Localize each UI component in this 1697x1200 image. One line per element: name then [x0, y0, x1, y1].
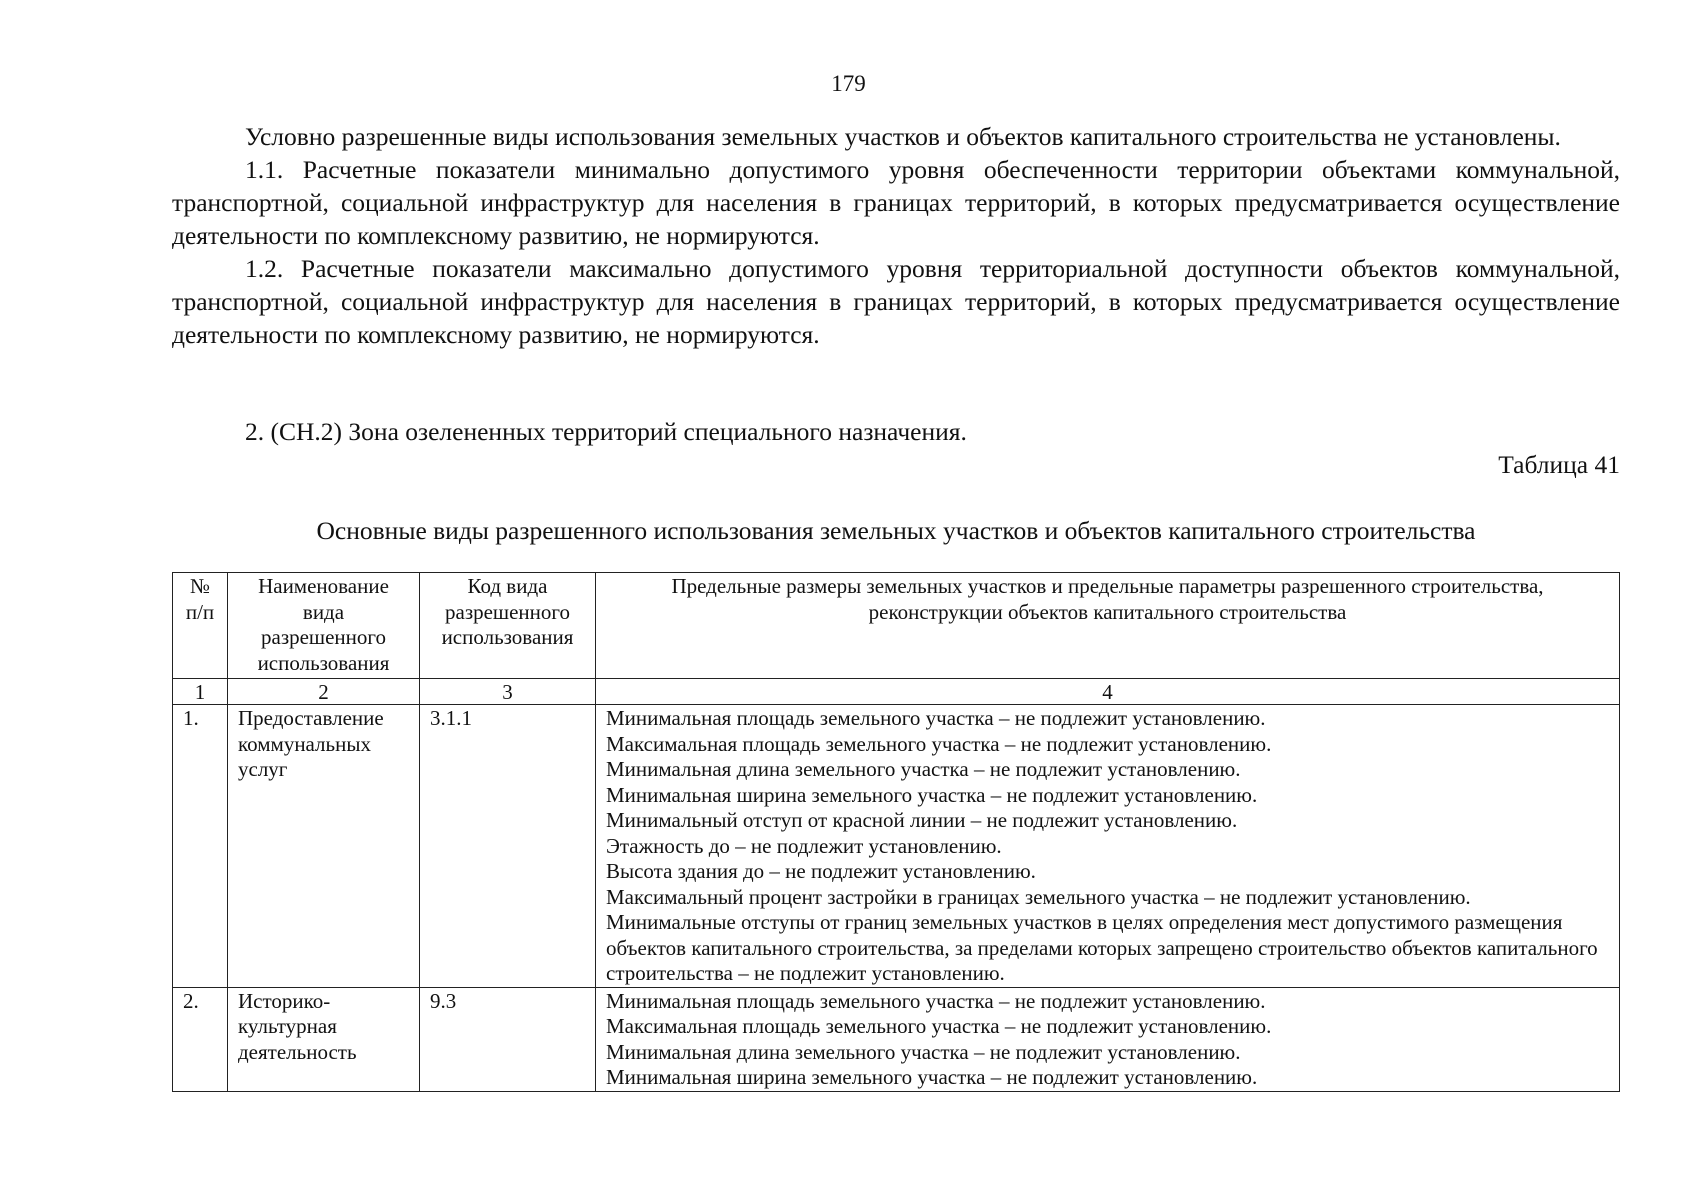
table-row [173, 987, 1620, 1091]
use-parameters [596, 705, 1620, 988]
parameter-line: Минимальная ширина земельного участка – не подлежит установлению. [606, 782, 1258, 807]
column-number: 3 [420, 679, 596, 705]
use-name: Историко-культурная деятельность [228, 987, 420, 1091]
table-column-numbers-row [173, 679, 1620, 705]
parameter-line: Минимальные отступы от границ земельных участков в целях определения мест допустимого размещения объектов капитального строительства, за пределами которых запрещено строительство объектов капитального строительства – не подлежит установлению. [606, 910, 1598, 985]
parameter-line: Минимальная длина земельного участка – не подлежит установлению. [606, 1039, 1241, 1064]
column-number: 4 [596, 679, 1620, 705]
header-use-code: Код вида разрешенного использования [420, 573, 596, 679]
land-use-table [172, 572, 1620, 1092]
paragraph-1-1: 1.1. Расчетные показатели минимально допустимого уровня обеспеченности территории объектами коммунальной, транспортной, социальной инфраструктур для населения в границах территорий, в которых предусматривается осуществление деятельности по комплексному развитию, не нормируются. [172, 155, 1620, 250]
use-parameters [596, 987, 1620, 1091]
page-number: 179 [831, 71, 866, 96]
table-header-row [173, 573, 1620, 679]
intro-text [172, 120, 1620, 351]
paragraph-1-2: 1.2. Расчетные показатели максимально допустимого уровня территориальной доступности объектов коммунальной, транспортной, социальной инфраструктур для населения в границах территорий, в которых предусматривается осуществление деятельности по комплексному развитию, не нормируются. [172, 254, 1620, 349]
header-number: № п/п [173, 573, 228, 679]
parameter-line: Минимальная ширина земельного участка – не подлежит установлению. [606, 1065, 1258, 1089]
use-code: 3.1.1 [420, 705, 596, 988]
parameter-line: Минимальная площадь земельного участка – не подлежит установлению. [606, 988, 1266, 1013]
parameter-line: Высота здания до – не подлежит установлению. [606, 859, 1036, 883]
table-label: Таблица 41 [1498, 450, 1620, 479]
paragraph-conditional-uses: Условно разрешенные виды использования земельных участков и объектов капитального строительства не установлены. [245, 122, 1561, 151]
header-use-name: Наименование вида разрешенного использования [228, 573, 420, 679]
column-number: 2 [228, 679, 420, 705]
parameter-line: Минимальная длина земельного участка – не подлежит установлению. [606, 757, 1241, 781]
parameter-line: Максимальная площадь земельного участка – не подлежит установлению. [606, 731, 1272, 756]
row-number: 1. [173, 705, 228, 988]
parameter-line: Минимальная площадь земельного участка – не подлежит установлению. [606, 706, 1266, 730]
use-code: 9.3 [420, 987, 596, 1091]
table-row [173, 705, 1620, 988]
parameter-line: Максимальная площадь земельного участка – не подлежит установлению. [606, 1014, 1272, 1038]
parameter-line: Этажность до – не подлежит установлению. [606, 833, 1002, 858]
parameter-line: Максимальный процент застройки в границах земельного участка – не подлежит установлению. [606, 884, 1471, 909]
use-name: Предоставление коммунальных услуг [228, 705, 420, 988]
row-number: 2. [173, 987, 228, 1091]
table-caption: Основные виды разрешенного использования земельных участков и объектов капитального строительства [316, 516, 1476, 545]
parameter-line: Минимальный отступ от красной линии – не подлежит установлению. [606, 808, 1238, 832]
column-number: 1 [173, 679, 228, 705]
header-parameters: Предельные размеры земельных участков и предельные параметры разрешенного строительства, реконструкции объектов капитального строительства [596, 573, 1620, 679]
zone-title: 2. (СН.2) Зона озелененных территорий специального назначения. [245, 417, 967, 446]
